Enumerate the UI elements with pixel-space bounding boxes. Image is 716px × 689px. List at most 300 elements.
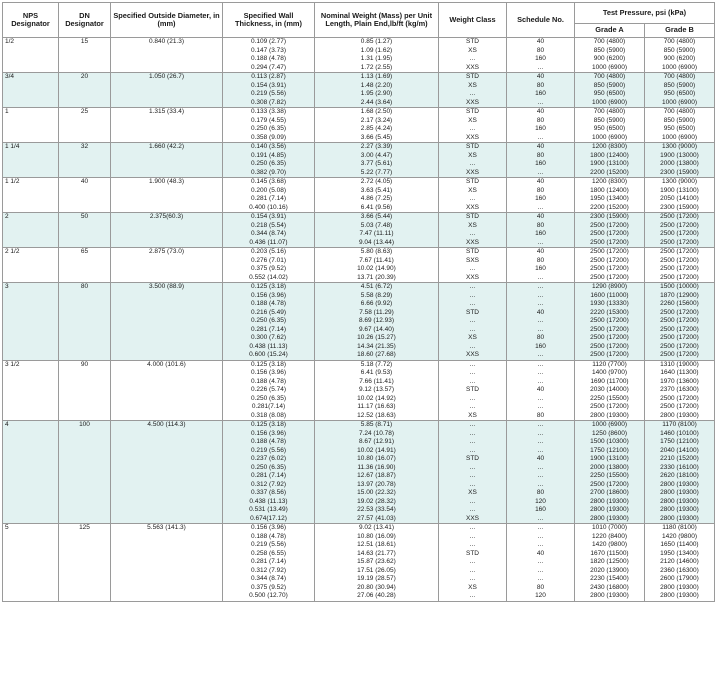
weight-class-cell: XXS — [439, 99, 507, 108]
grade-b-pressure-cell: 2300 (15900) — [645, 204, 715, 213]
nps-cell — [3, 90, 59, 99]
wall-thickness-cell: 0.188 (4.78) — [223, 300, 315, 309]
nominal-weight-cell: 2.44 (3.64) — [315, 99, 439, 108]
weight-class-cell: XXS — [439, 169, 507, 178]
dn-cell — [59, 309, 111, 318]
outside-diameter-cell — [111, 343, 223, 352]
nps-cell — [3, 412, 59, 421]
nominal-weight-cell: 18.60 (27.68) — [315, 351, 439, 360]
nps-cell — [3, 47, 59, 56]
wall-thickness-cell: 0.438 (11.13) — [223, 498, 315, 507]
schedule-cell: ... — [507, 438, 575, 447]
grade-b-pressure-cell: 2370 (16300) — [645, 386, 715, 395]
header-wall-thickness: Specified Wall Thickness, in (mm) — [223, 3, 315, 38]
weight-class-cell: ... — [439, 472, 507, 481]
grade-b-pressure-cell: 2800 (19300) — [645, 506, 715, 515]
table-row — [3, 248, 715, 257]
dn-cell: 20 — [59, 73, 111, 82]
dn-cell — [59, 195, 111, 204]
nps-cell — [3, 309, 59, 318]
weight-class-cell: ... — [439, 378, 507, 387]
wall-thickness-cell: 0.219 (5.56) — [223, 541, 315, 550]
schedule-cell: ... — [507, 169, 575, 178]
nominal-weight-cell: 9.67 (14.40) — [315, 326, 439, 335]
table-row — [3, 300, 715, 309]
wall-thickness-cell: 0.179 (4.55) — [223, 117, 315, 126]
outside-diameter-cell: 2.875 (73.0) — [111, 248, 223, 257]
nominal-weight-cell: 2.17 (3.24) — [315, 117, 439, 126]
nominal-weight-cell: 9.04 (13.44) — [315, 239, 439, 248]
size-group — [3, 108, 715, 143]
header-nominal-weight: Nominal Weight (Mass) per Unit Length, Plain End,lb/ft (kg/m) — [315, 3, 439, 38]
grade-a-pressure-cell: 1750 (12100) — [575, 447, 645, 456]
nps-cell — [3, 447, 59, 456]
weight-class-cell: XS — [439, 187, 507, 196]
schedule-cell: 160 — [507, 506, 575, 515]
grade-b-pressure-cell: 1420 (9800) — [645, 533, 715, 542]
wall-thickness-cell: 0.438 (11.13) — [223, 343, 315, 352]
table-header — [3, 3, 715, 38]
schedule-cell: ... — [507, 472, 575, 481]
nps-cell — [3, 584, 59, 593]
grade-a-pressure-cell: 1000 (6900) — [575, 421, 645, 430]
nps-cell: 1 1/2 — [3, 178, 59, 187]
weight-class-cell: XS — [439, 117, 507, 126]
grade-a-pressure-cell: 1600 (11000) — [575, 292, 645, 301]
dn-cell — [59, 455, 111, 464]
size-group — [3, 524, 715, 602]
nps-cell — [3, 334, 59, 343]
nominal-weight-cell: 5.85 (8.71) — [315, 421, 439, 430]
outside-diameter-cell — [111, 187, 223, 196]
table-row — [3, 230, 715, 239]
nps-cell — [3, 515, 59, 524]
nominal-weight-cell: 5.58 (8.29) — [315, 292, 439, 301]
dn-cell: 125 — [59, 524, 111, 533]
nps-cell — [3, 195, 59, 204]
weight-class-cell: ... — [439, 360, 507, 369]
schedule-cell: 160 — [507, 265, 575, 274]
wall-thickness-cell: 0.125 (3.18) — [223, 283, 315, 292]
table-row — [3, 73, 715, 82]
schedule-cell: ... — [507, 515, 575, 524]
grade-a-pressure-cell: 1000 (6900) — [575, 134, 645, 143]
table-row — [3, 99, 715, 108]
grade-b-pressure-cell: 1170 (8100) — [645, 421, 715, 430]
nominal-weight-cell: 12.52 (18.63) — [315, 412, 439, 421]
wall-thickness-cell: 0.250 (6.35) — [223, 160, 315, 169]
table-row — [3, 82, 715, 91]
grade-b-pressure-cell: 1500 (10000) — [645, 283, 715, 292]
table-row — [3, 47, 715, 56]
size-group — [3, 38, 715, 73]
weight-class-cell: XS — [439, 489, 507, 498]
nominal-weight-cell: 27.06 (40.28) — [315, 592, 439, 601]
table-row — [3, 438, 715, 447]
grade-a-pressure-cell: 2500 (17200) — [575, 326, 645, 335]
grade-b-pressure-cell: 2800 (19300) — [645, 592, 715, 601]
nominal-weight-cell: 5.03 (7.48) — [315, 222, 439, 231]
outside-diameter-cell — [111, 447, 223, 456]
grade-a-pressure-cell: 2200 (15200) — [575, 169, 645, 178]
table-row — [3, 360, 715, 369]
nps-cell — [3, 506, 59, 515]
weight-class-cell: ... — [439, 317, 507, 326]
grade-a-pressure-cell: 950 (6500) — [575, 125, 645, 134]
grade-a-pressure-cell: 2800 (19300) — [575, 498, 645, 507]
weight-class-cell: ... — [439, 300, 507, 309]
wall-thickness-cell: 0.312 (7.92) — [223, 567, 315, 576]
wall-thickness-cell: 0.191 (4.85) — [223, 152, 315, 161]
nominal-weight-cell: 7.66 (11.41) — [315, 378, 439, 387]
nominal-weight-cell: 8.69 (12.93) — [315, 317, 439, 326]
table-row — [3, 489, 715, 498]
grade-a-pressure-cell: 2500 (17200) — [575, 230, 645, 239]
dn-cell: 25 — [59, 108, 111, 117]
outside-diameter-cell — [111, 274, 223, 283]
grade-a-pressure-cell: 1500 (10300) — [575, 438, 645, 447]
nominal-weight-cell: 5.22 (7.77) — [315, 169, 439, 178]
schedule-cell: 40 — [507, 38, 575, 47]
grade-b-pressure-cell: 1650 (11400) — [645, 541, 715, 550]
schedule-cell: 160 — [507, 160, 575, 169]
dn-cell — [59, 300, 111, 309]
nominal-weight-cell: 15.00 (22.32) — [315, 489, 439, 498]
outside-diameter-cell — [111, 515, 223, 524]
grade-b-pressure-cell: 1180 (8100) — [645, 524, 715, 533]
nps-cell — [3, 160, 59, 169]
schedule-cell: ... — [507, 395, 575, 404]
nps-cell — [3, 64, 59, 73]
outside-diameter-cell — [111, 317, 223, 326]
weight-class-cell: ... — [439, 160, 507, 169]
grade-b-pressure-cell: 1870 (12900) — [645, 292, 715, 301]
nominal-weight-cell: 14.63 (21.77) — [315, 550, 439, 559]
schedule-cell: 160 — [507, 230, 575, 239]
outside-diameter-cell — [111, 558, 223, 567]
wall-thickness-cell: 0.188 (4.78) — [223, 55, 315, 64]
table-row — [3, 169, 715, 178]
dn-cell — [59, 125, 111, 134]
schedule-cell: ... — [507, 274, 575, 283]
dn-cell — [59, 317, 111, 326]
wall-thickness-cell: 0.281 (7.14) — [223, 195, 315, 204]
table-row — [3, 403, 715, 412]
table-row — [3, 152, 715, 161]
grade-b-pressure-cell: 1900 (13000) — [645, 152, 715, 161]
wall-thickness-cell: 0.375 (9.52) — [223, 265, 315, 274]
schedule-cell: 80 — [507, 222, 575, 231]
wall-thickness-cell: 0.400 (10.16) — [223, 204, 315, 213]
wall-thickness-cell: 0.337 (8.56) — [223, 489, 315, 498]
schedule-cell: ... — [507, 567, 575, 576]
nominal-weight-cell: 2.72 (4.05) — [315, 178, 439, 187]
table-row — [3, 334, 715, 343]
outside-diameter-cell — [111, 351, 223, 360]
table-row — [3, 326, 715, 335]
table-row — [3, 343, 715, 352]
grade-b-pressure-cell: 2800 (19300) — [645, 584, 715, 593]
dn-cell — [59, 481, 111, 490]
schedule-cell: 80 — [507, 489, 575, 498]
dn-cell — [59, 515, 111, 524]
wall-thickness-cell: 0.216 (5.49) — [223, 309, 315, 318]
grade-b-pressure-cell: 2120 (14600) — [645, 558, 715, 567]
nps-cell — [3, 369, 59, 378]
dn-cell — [59, 541, 111, 550]
grade-a-pressure-cell: 2020 (13900) — [575, 567, 645, 576]
grade-b-pressure-cell: 2500 (17200) — [645, 239, 715, 248]
grade-b-pressure-cell: 1950 (13400) — [645, 550, 715, 559]
dn-cell — [59, 558, 111, 567]
schedule-cell: ... — [507, 558, 575, 567]
schedule-cell: ... — [507, 283, 575, 292]
grade-a-pressure-cell: 1800 (12400) — [575, 152, 645, 161]
grade-b-pressure-cell: 2500 (17200) — [645, 326, 715, 335]
wall-thickness-cell: 0.552 (14.02) — [223, 274, 315, 283]
nominal-weight-cell: 3.66 (5.45) — [315, 134, 439, 143]
schedule-cell: ... — [507, 575, 575, 584]
dn-cell — [59, 403, 111, 412]
nominal-weight-cell: 3.63 (5.41) — [315, 187, 439, 196]
table-row — [3, 274, 715, 283]
outside-diameter-cell — [111, 430, 223, 439]
grade-b-pressure-cell: 700 (4800) — [645, 38, 715, 47]
table-row — [3, 55, 715, 64]
grade-b-pressure-cell: 900 (6200) — [645, 55, 715, 64]
nominal-weight-cell: 1.31 (1.95) — [315, 55, 439, 64]
nominal-weight-cell: 22.53 (33.54) — [315, 506, 439, 515]
schedule-cell: ... — [507, 421, 575, 430]
schedule-cell: 80 — [507, 47, 575, 56]
nominal-weight-cell: 3.00 (4.47) — [315, 152, 439, 161]
table-row — [3, 455, 715, 464]
outside-diameter-cell — [111, 386, 223, 395]
wall-thickness-cell: 0.203 (5.16) — [223, 248, 315, 257]
table-row — [3, 592, 715, 601]
grade-a-pressure-cell: 2030 (14000) — [575, 386, 645, 395]
nps-cell — [3, 550, 59, 559]
wall-thickness-cell: 0.281(7.14) — [223, 403, 315, 412]
schedule-cell: ... — [507, 369, 575, 378]
schedule-cell: 40 — [507, 550, 575, 559]
dn-cell — [59, 169, 111, 178]
grade-a-pressure-cell: 2250 (15500) — [575, 472, 645, 481]
nps-cell — [3, 489, 59, 498]
grade-a-pressure-cell: 850 (5900) — [575, 117, 645, 126]
wall-thickness-cell: 0.226 (5.74) — [223, 386, 315, 395]
wall-thickness-cell: 0.125 (3.18) — [223, 421, 315, 430]
grade-a-pressure-cell: 1290 (8900) — [575, 283, 645, 292]
nominal-weight-cell: 1.09 (1.62) — [315, 47, 439, 56]
grade-a-pressure-cell: 1400 (9700) — [575, 369, 645, 378]
size-group — [3, 73, 715, 108]
weight-class-cell: ... — [439, 230, 507, 239]
wall-thickness-cell: 0.300 (7.62) — [223, 334, 315, 343]
dn-cell — [59, 152, 111, 161]
schedule-cell: 40 — [507, 386, 575, 395]
nominal-weight-cell: 9.12 (13.57) — [315, 386, 439, 395]
grade-a-pressure-cell: 2800 (19300) — [575, 412, 645, 421]
nominal-weight-cell: 10.80 (16.07) — [315, 455, 439, 464]
size-group — [3, 360, 715, 421]
outside-diameter-cell — [111, 481, 223, 490]
dn-cell — [59, 230, 111, 239]
weight-class-cell: XS — [439, 82, 507, 91]
nominal-weight-cell: 13.97 (20.78) — [315, 481, 439, 490]
nominal-weight-cell: 1.72 (2.55) — [315, 64, 439, 73]
schedule-cell: ... — [507, 204, 575, 213]
outside-diameter-cell — [111, 489, 223, 498]
schedule-cell: 40 — [507, 108, 575, 117]
wall-thickness-cell: 0.237 (6.02) — [223, 455, 315, 464]
header-test-pressure: Test Pressure, psi (kPa) — [575, 3, 715, 24]
wall-thickness-cell: 0.281 (7.14) — [223, 326, 315, 335]
grade-b-pressure-cell: 1970 (13600) — [645, 378, 715, 387]
weight-class-cell: ... — [439, 592, 507, 601]
grade-a-pressure-cell: 700 (4800) — [575, 38, 645, 47]
wall-thickness-cell: 0.281 (7.14) — [223, 472, 315, 481]
dn-cell: 40 — [59, 178, 111, 187]
nps-cell — [3, 378, 59, 387]
weight-class-cell: ... — [439, 498, 507, 507]
nps-cell: 1 1/4 — [3, 143, 59, 152]
wall-thickness-cell: 0.250 (6.35) — [223, 125, 315, 134]
nominal-weight-cell: 12.51 (18.61) — [315, 541, 439, 550]
wall-thickness-cell: 0.531 (13.49) — [223, 506, 315, 515]
grade-a-pressure-cell: 1900 (13100) — [575, 455, 645, 464]
schedule-cell: ... — [507, 533, 575, 542]
outside-diameter-cell — [111, 498, 223, 507]
nps-cell — [3, 386, 59, 395]
outside-diameter-cell — [111, 567, 223, 576]
dn-cell — [59, 187, 111, 196]
header-grade-b: Grade B — [645, 23, 715, 37]
dn-cell — [59, 464, 111, 473]
schedule-cell: ... — [507, 317, 575, 326]
wall-thickness-cell: 0.218 (5.54) — [223, 222, 315, 231]
grade-b-pressure-cell: 950 (6500) — [645, 90, 715, 99]
dn-cell: 65 — [59, 248, 111, 257]
weight-class-cell: ... — [439, 558, 507, 567]
nominal-weight-cell: 7.24 (10.78) — [315, 430, 439, 439]
grade-a-pressure-cell: 1000 (6900) — [575, 64, 645, 73]
weight-class-cell: ... — [439, 90, 507, 99]
nominal-weight-cell: 1.95 (2.90) — [315, 90, 439, 99]
wall-thickness-cell: 0.500 (12.70) — [223, 592, 315, 601]
grade-b-pressure-cell: 2620 (18100) — [645, 472, 715, 481]
schedule-cell: 80 — [507, 257, 575, 266]
schedule-cell: 160 — [507, 125, 575, 134]
grade-a-pressure-cell: 1220 (8400) — [575, 533, 645, 542]
nps-cell: 5 — [3, 524, 59, 533]
wall-thickness-cell: 0.674(17.12) — [223, 515, 315, 524]
grade-a-pressure-cell: 900 (6200) — [575, 55, 645, 64]
outside-diameter-cell: 1.050 (26.7) — [111, 73, 223, 82]
nps-cell — [3, 558, 59, 567]
weight-class-cell: ... — [439, 55, 507, 64]
weight-class-cell: STD — [439, 178, 507, 187]
outside-diameter-cell — [111, 309, 223, 318]
outside-diameter-cell — [111, 584, 223, 593]
outside-diameter-cell — [111, 592, 223, 601]
schedule-cell: ... — [507, 430, 575, 439]
nominal-weight-cell: 6.41 (9.56) — [315, 204, 439, 213]
outside-diameter-cell — [111, 395, 223, 404]
wall-thickness-cell: 0.133 (3.38) — [223, 108, 315, 117]
schedule-cell: ... — [507, 99, 575, 108]
nps-cell — [3, 326, 59, 335]
table-row — [3, 533, 715, 542]
grade-a-pressure-cell: 2800 (19300) — [575, 506, 645, 515]
wall-thickness-cell: 0.344 (8.74) — [223, 575, 315, 584]
schedule-cell: ... — [507, 524, 575, 533]
table-row — [3, 498, 715, 507]
nominal-weight-cell: 17.51 (26.05) — [315, 567, 439, 576]
weight-class-cell: XXS — [439, 515, 507, 524]
table-row — [3, 541, 715, 550]
schedule-cell: 160 — [507, 343, 575, 352]
grade-b-pressure-cell: 1300 (9000) — [645, 178, 715, 187]
nominal-weight-cell: 11.17 (16.63) — [315, 403, 439, 412]
outside-diameter-cell — [111, 99, 223, 108]
wall-thickness-cell: 0.318 (8.08) — [223, 412, 315, 421]
grade-a-pressure-cell: 2430 (16800) — [575, 584, 645, 593]
wall-thickness-cell: 0.154 (3.91) — [223, 82, 315, 91]
grade-a-pressure-cell: 1250 (8600) — [575, 430, 645, 439]
wall-thickness-cell: 0.188 (4.78) — [223, 378, 315, 387]
outside-diameter-cell — [111, 506, 223, 515]
nps-cell — [3, 592, 59, 601]
grade-a-pressure-cell: 950 (6500) — [575, 90, 645, 99]
grade-a-pressure-cell: 1930 (13330) — [575, 300, 645, 309]
weight-class-cell: XXS — [439, 64, 507, 73]
outside-diameter-cell — [111, 125, 223, 134]
outside-diameter-cell — [111, 64, 223, 73]
nps-cell — [3, 134, 59, 143]
grade-b-pressure-cell: 850 (5900) — [645, 47, 715, 56]
size-group — [3, 421, 715, 524]
wall-thickness-cell: 0.308 (7.82) — [223, 99, 315, 108]
weight-class-cell: ... — [439, 369, 507, 378]
dn-cell — [59, 204, 111, 213]
weight-class-cell: ... — [439, 430, 507, 439]
nps-cell — [3, 82, 59, 91]
dn-cell — [59, 257, 111, 266]
table-row — [3, 447, 715, 456]
nps-cell — [3, 152, 59, 161]
outside-diameter-cell — [111, 326, 223, 335]
nps-cell — [3, 541, 59, 550]
outside-diameter-cell — [111, 82, 223, 91]
dn-cell — [59, 592, 111, 601]
wall-thickness-cell: 0.258 (6.55) — [223, 550, 315, 559]
nominal-weight-cell: 1.68 (2.50) — [315, 108, 439, 117]
outside-diameter-cell — [111, 403, 223, 412]
nps-cell — [3, 343, 59, 352]
dn-cell — [59, 134, 111, 143]
table-row — [3, 195, 715, 204]
nps-cell — [3, 55, 59, 64]
outside-diameter-cell — [111, 160, 223, 169]
grade-a-pressure-cell: 2500 (17200) — [575, 274, 645, 283]
outside-diameter-cell — [111, 169, 223, 178]
nps-cell — [3, 125, 59, 134]
grade-b-pressure-cell: 2500 (17200) — [645, 222, 715, 231]
table-row — [3, 472, 715, 481]
outside-diameter-cell — [111, 541, 223, 550]
schedule-cell: 160 — [507, 90, 575, 99]
